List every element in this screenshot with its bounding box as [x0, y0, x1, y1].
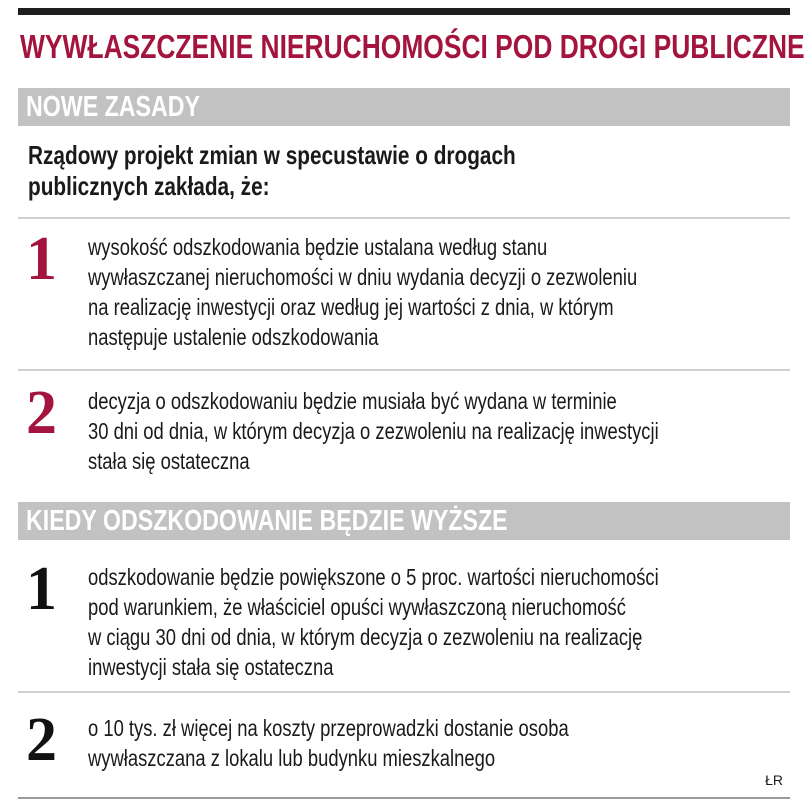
item-line: wywłaszczana z lokalu lub budynku mieszkalnego	[88, 745, 496, 771]
intro-text	[28, 140, 638, 202]
author-credit: ŁR	[765, 772, 783, 788]
item-line: następuje ustalenie odszkodowania	[88, 324, 379, 350]
divider	[18, 369, 790, 371]
divider	[18, 691, 790, 693]
item-line: odszkodowanie będzie powiększone o 5 proc. wartości nieruchomości	[88, 564, 659, 590]
bottom-rule	[18, 797, 790, 799]
item-line: wywłaszczanej nieruchomości w dniu wydania decyzji o zezwoleniu	[88, 264, 638, 290]
item-number: 1	[26, 225, 57, 293]
item-line: stała się ostateczna	[88, 448, 250, 474]
item-line: w ciągu 30 dni od dnia, w którym decyzja o zezwoleniu na realizację	[88, 624, 643, 650]
section-heading-text: KIEDY ODSZKODOWANIE BĘDZIE WYŻSZE	[26, 505, 508, 537]
intro-line: Rządowy projekt zmian w specustawie o drogach	[28, 140, 516, 170]
section-heading-higher-compensation	[18, 502, 790, 540]
section-heading-new-rules	[18, 88, 790, 126]
item-line: pod warunkiem, że właściciel opuści wywłaszczoną nieruchomość	[88, 594, 626, 620]
section-heading-text: NOWE ZASADY	[26, 91, 200, 123]
item-line: decyzja o odszkodowaniu będzie musiała być wydana w terminie	[88, 388, 617, 414]
item-number: 2	[26, 706, 57, 774]
item-number: 1	[26, 555, 57, 623]
item-line: na realizację inwestycji oraz według jej wartości z dnia, w którym	[88, 294, 614, 320]
item-number: 2	[26, 379, 57, 447]
title-text: WYWŁASZCZENIE NIERUCHOMOŚCI POD DROGI PUBLICZNE	[20, 28, 805, 65]
item-line: 30 dni od dnia, w którym decyzja o zezwoleniu na realizację inwestycji	[88, 418, 659, 444]
divider	[18, 217, 790, 219]
infographic-title	[20, 28, 805, 66]
top-rule	[18, 8, 790, 15]
item-line: wysokość odszkodowania będzie ustalana według stanu	[88, 234, 548, 260]
item-line: inwestycji stała się ostateczna	[88, 654, 334, 680]
item-line: o 10 tys. zł więcej na koszty przeprowadzki dostanie osoba	[88, 715, 569, 741]
intro-line: publicznych zakłada, że:	[28, 171, 270, 201]
